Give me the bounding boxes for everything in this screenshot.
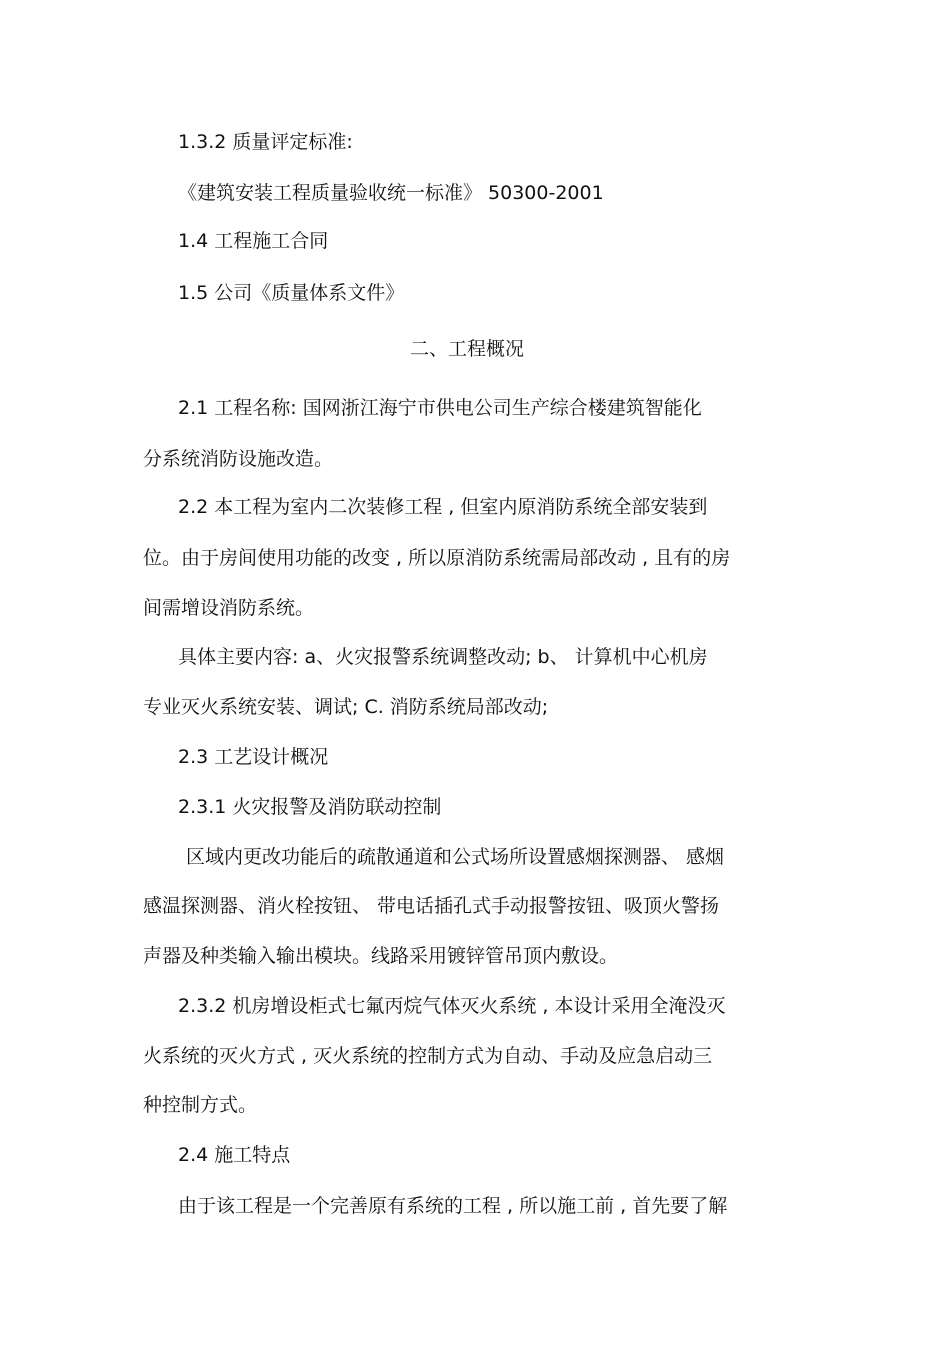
paragraph-2-3-2-line-1: 2.3.2 机房增设柜式七氟丙烷气体灭火系统 , 本设计采用全淹没灭 (178, 995, 726, 1017)
heading-2-4: 2.4 施工特点 (178, 1144, 291, 1166)
paragraph-2-2-line-1: 2.2 本工程为室内二次装修工程 , 但室内原消防系统全部安装到 (178, 496, 708, 518)
paragraph-2-4-line-1: 由于该工程是一个完善原有系统的工程 , 所以施工前 , 首先要了解 (178, 1195, 728, 1217)
paragraph-2-3-2-line-3: 种控制方式。 (143, 1094, 258, 1116)
heading-1-5: 1.5 公司《质量体系文件》 (178, 282, 405, 304)
section-title: 二、工程概况 (410, 338, 525, 360)
paragraph-2-3-2-line-2: 火系统的灭火方式 , 灭火系统的控制方式为自动、手动及应急启动三 (143, 1045, 713, 1067)
heading-2-3: 2.3 工艺设计概况 (178, 746, 329, 768)
heading-1-3-2: 1.3.2 质量评定标准: (178, 131, 353, 153)
standard-reference: 《建筑安装工程质量验收统一标准》 50300-2001 (178, 182, 604, 204)
paragraph-2-2-line-2: 位。由于房间使用功能的改变 , 所以原消防系统需局部改动 , 且有的房 (143, 547, 731, 569)
paragraph-2-3-1-line-2: 感温探测器、消火栓按钮、 带电话插孔式手动报警按钮、吸顶火警扬 (143, 895, 720, 917)
content-list-line-2: 专业灭火系统安装、调试; C. 消防系统局部改动; (143, 696, 549, 718)
heading-1-4: 1.4 工程施工合同 (178, 230, 329, 252)
heading-2-3-1: 2.3.1 火灾报警及消防联动控制 (178, 796, 442, 818)
paragraph-2-1-line-2: 分系统消防设施改造。 (143, 448, 334, 470)
paragraph-2-3-1-line-3: 声器及种类输入输出模块。线路采用镀锌管吊顶内敷设。 (143, 945, 619, 967)
paragraph-2-3-1-line-1: 区域内更改功能后的疏散通道和公式场所设置感烟探测器、 感烟 (186, 846, 725, 868)
paragraph-2-2-line-3: 间需增设消防系统。 (143, 597, 315, 619)
content-list-line-1: 具体主要内容: a、火灾报警系统调整改动; b、 计算机中心机房 (178, 646, 708, 668)
paragraph-2-1-line-1: 2.1 工程名称: 国网浙江海宁市供电公司生产综合楼建筑智能化 (178, 397, 702, 419)
